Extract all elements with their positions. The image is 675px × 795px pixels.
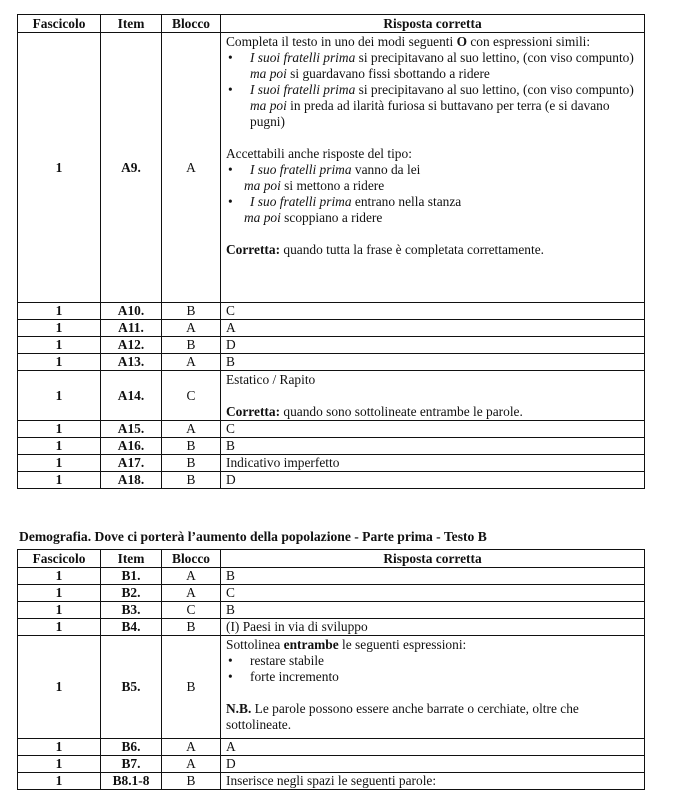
answer-key-table-a [17,14,645,489]
cell-blocco: A [162,585,221,602]
table-row [18,585,645,602]
table-row [18,619,645,636]
cell-item: A13. [101,354,162,371]
table-row [18,739,645,756]
cell-risposta: A [221,320,645,337]
cell-risposta: B [221,602,645,619]
cell-blocco: B [162,472,221,489]
cell-fascicolo: 1 [18,337,101,354]
table-row [18,602,645,619]
a9-option-2: • I suoi fratelli prima si precipitavano al suo lettino, (con viso compunto) ma poi in preda ad ilarità furiosa si buttavano per terra (e si davano pugni) [228,82,634,129]
cell-risposta [221,33,645,303]
cell-risposta: C [221,303,645,320]
cell-fascicolo: 1 [18,320,101,337]
table-row [18,421,645,438]
a9-intro: Completa il testo in uno dei modi seguenti O con espressioni simili: [226,34,591,49]
cell-item: B5. [101,636,162,739]
header-blocco: Blocco [162,550,221,568]
table-row [18,354,645,371]
b5-intro: Sottolinea entrambe le seguenti espressioni: [226,637,467,652]
cell-fascicolo: 1 [18,739,101,756]
cell-fascicolo: 1 [18,371,101,421]
header-item: Item [101,15,162,33]
cell-blocco: A [162,320,221,337]
bullet-icon: • [228,194,233,209]
header-risposta: Risposta corretta [221,550,645,568]
cell-risposta: D [221,756,645,773]
cell-item: A16. [101,438,162,455]
cell-fascicolo: 1 [18,636,101,739]
cell-item: A14. [101,371,162,421]
cell-blocco: B [162,303,221,320]
cell-risposta: A [221,739,645,756]
bullet-icon: • [228,669,233,684]
table-header-row [18,550,645,568]
cell-fascicolo: 1 [18,303,101,320]
cell-risposta: D [221,472,645,489]
a14-note: Corretta: quando sono sottolineate entrambe le parole. [226,403,523,419]
a9-accept-intro: Accettabili anche risposte del tipo: [226,146,412,161]
cell-risposta [221,636,645,739]
cell-risposta: Indicativo imperfetto [221,455,645,472]
answer-key-table-b [17,549,645,790]
bullet-icon: • [228,82,233,97]
table-row [18,455,645,472]
cell-fascicolo: 1 [18,438,101,455]
cell-item: A9. [101,33,162,303]
a9-note: Corretta: quando tutta la frase è completata correttamente. [226,242,544,257]
cell-blocco: C [162,602,221,619]
cell-blocco: A [162,739,221,756]
a9-accept-1: • I suo fratelli prima vanno da lei [228,162,421,177]
b5-note: N.B. Le parole possono essere anche barrate o cerchiate, oltre che sottolineate. [226,701,579,732]
header-item: Item [101,550,162,568]
b5-expr-1: • restare stabile [228,653,324,668]
cell-fascicolo: 1 [18,354,101,371]
cell-item: A15. [101,421,162,438]
cell-item: B7. [101,756,162,773]
table-row [18,756,645,773]
cell-fascicolo: 1 [18,773,101,790]
a14-answer: Estatico / Rapito [226,371,316,387]
cell-blocco: B [162,337,221,354]
cell-blocco: A [162,354,221,371]
table-row-a9 [18,33,645,303]
cell-blocco: B [162,619,221,636]
cell-blocco: B [162,773,221,790]
cell-fascicolo: 1 [18,756,101,773]
cell-fascicolo: 1 [18,602,101,619]
cell-risposta [221,371,645,421]
cell-blocco: B [162,455,221,472]
cell-risposta: B [221,568,645,585]
table-row [18,303,645,320]
header-fascicolo: Fascicolo [18,15,101,33]
cell-item: A18. [101,472,162,489]
table-row-a14 [18,371,645,421]
bullet-icon: • [228,162,233,177]
cell-item: B4. [101,619,162,636]
a9-accept-2-line2: ma poi scoppiano a ridere [244,210,383,225]
cell-risposta: B [221,354,645,371]
cell-fascicolo: 1 [18,619,101,636]
bullet-icon: • [228,50,233,65]
cell-blocco: A [162,756,221,773]
table-row [18,773,645,790]
cell-fascicolo: 1 [18,455,101,472]
cell-fascicolo: 1 [18,421,101,438]
b5-expr-2: • forte incremento [228,669,339,684]
cell-blocco: B [162,636,221,739]
cell-risposta: C [221,585,645,602]
cell-item: B2. [101,585,162,602]
cell-item: A12. [101,337,162,354]
cell-blocco: B [162,438,221,455]
cell-blocco: C [162,371,221,421]
a9-accept-1-line2: ma poi si mettono a ridere [244,178,385,193]
cell-item: B3. [101,602,162,619]
a9-accept-2: • I suo fratelli prima entrano nella stanza [228,194,462,209]
cell-fascicolo: 1 [18,33,101,303]
cell-risposta: Inserisce negli spazi le seguenti parole: [221,773,645,790]
cell-blocco: A [162,568,221,585]
cell-fascicolo: 1 [18,568,101,585]
table-header-row [18,15,645,33]
header-fascicolo: Fascicolo [18,550,101,568]
cell-blocco: A [162,421,221,438]
table-row [18,438,645,455]
table-row [18,568,645,585]
cell-item: B8.1-8 [101,773,162,790]
cell-fascicolo: 1 [18,585,101,602]
cell-item: A10. [101,303,162,320]
a9-option-1: • I suoi fratelli prima si precipitavano al suo lettino, (con viso compunto) ma poi si guardavano fissi sbottando a ridere [228,50,634,81]
header-risposta: Risposta corretta [221,15,645,33]
cell-blocco: A [162,33,221,303]
cell-item: B1. [101,568,162,585]
table-row [18,320,645,337]
table-row-b5 [18,636,645,739]
cell-item: A11. [101,320,162,337]
table-row [18,472,645,489]
cell-risposta: D [221,337,645,354]
cell-item: A17. [101,455,162,472]
section-title: Demografia. Dove ci porterà l’aumento della popolazione - Parte prima - Testo B [19,529,487,544]
cell-risposta: (I) Paesi in via di sviluppo [221,619,645,636]
cell-fascicolo: 1 [18,472,101,489]
cell-item: B6. [101,739,162,756]
cell-risposta: B [221,438,645,455]
header-blocco: Blocco [162,15,221,33]
bullet-icon: • [228,653,233,668]
cell-risposta: C [221,421,645,438]
table-row [18,337,645,354]
